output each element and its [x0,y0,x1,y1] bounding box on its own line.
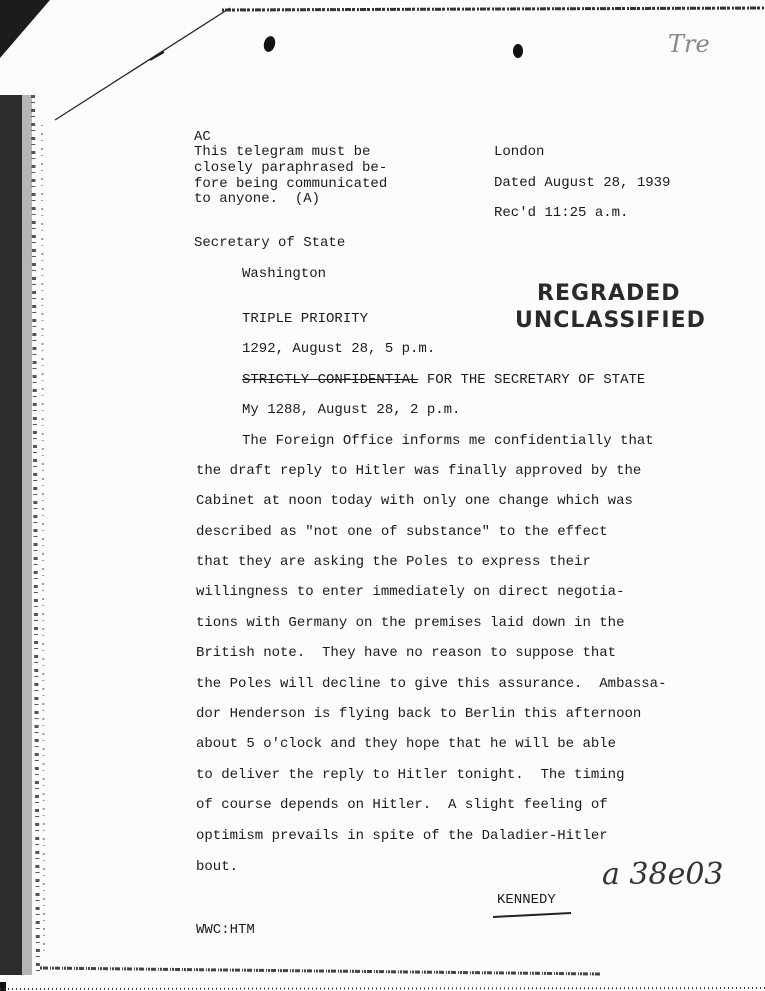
signature-underline [493,911,573,919]
received-line: Rec'd 11:25 a.m. [494,205,629,221]
date-line: Dated August 28, 1939 [494,175,671,191]
body-line: tions with Germany on the premises laid down in the [196,615,625,631]
routing-code: AC [194,129,211,145]
regraded-stamp-line-1: REGRADED [537,281,681,306]
body-line: dor Henderson is flying back to Berlin this afternoon [196,706,642,722]
body-line: The Foreign Office informs me confidentially that [242,433,654,449]
top-scan-edge [222,4,765,14]
origin-city: London [494,144,545,160]
reference-line: My 1288, August 28, 2 p.m. [242,402,461,418]
paraphrase-notice-line-3: fore being communicated [194,176,388,192]
regraded-stamp-line-2: UNCLASSIFIED [515,308,706,333]
body-line: described as "not one of substance" to the effect [196,524,608,540]
paraphrase-notice-line-4: to anyone. (A) [194,191,321,207]
signature: KENNEDY [497,892,556,908]
struck-classification: STRICTLY CONFIDENTIAL [242,372,419,388]
body-line: British note. They have no reason to suppose that [196,645,617,661]
for-secretary: FOR THE SECRETARY OF STATE [418,372,646,388]
body-line: of course depends on Hitler. A slight feeling of [196,797,608,813]
left-scan-edge [0,95,50,975]
message-number: 1292, August 28, 5 p.m. [242,341,436,357]
body-line: about 5 o'clock and they hope that he will be able [196,736,617,752]
classification-line [242,373,645,388]
bottom-scan-edge [0,962,765,991]
body-line: optimism prevails in spite of the Daladier-Hitler [196,828,608,844]
body-line: that they are asking the Poles to express their [196,554,591,570]
paraphrase-notice-line-2: closely paraphrased be- [194,160,388,176]
body-line: to deliver the reply to Hitler tonight. The timing [196,767,625,783]
punch-mark-right [513,44,523,58]
addressee-city: Washington [242,266,327,282]
body-line: Cabinet at noon today with only one change which was [196,493,633,509]
punch-mark-left [262,35,277,53]
initials: WWC:HTM [196,922,255,938]
priority-line: TRIPLE PRIORITY [242,311,369,327]
addressee-title: Secretary of State [194,235,346,251]
body-line: willingness to enter immediately on direct negotia- [196,584,625,600]
handwritten-mark-top: Tre [668,30,710,58]
body-line: bout. [196,859,239,875]
handwritten-file-number: a 38e03 [602,857,724,892]
body-line: the draft reply to Hitler was finally approved by the [196,463,642,479]
paraphrase-notice-line-1: This telegram must be [194,144,371,160]
body-line: the Poles will decline to give this assurance. Ambassa- [196,676,667,692]
